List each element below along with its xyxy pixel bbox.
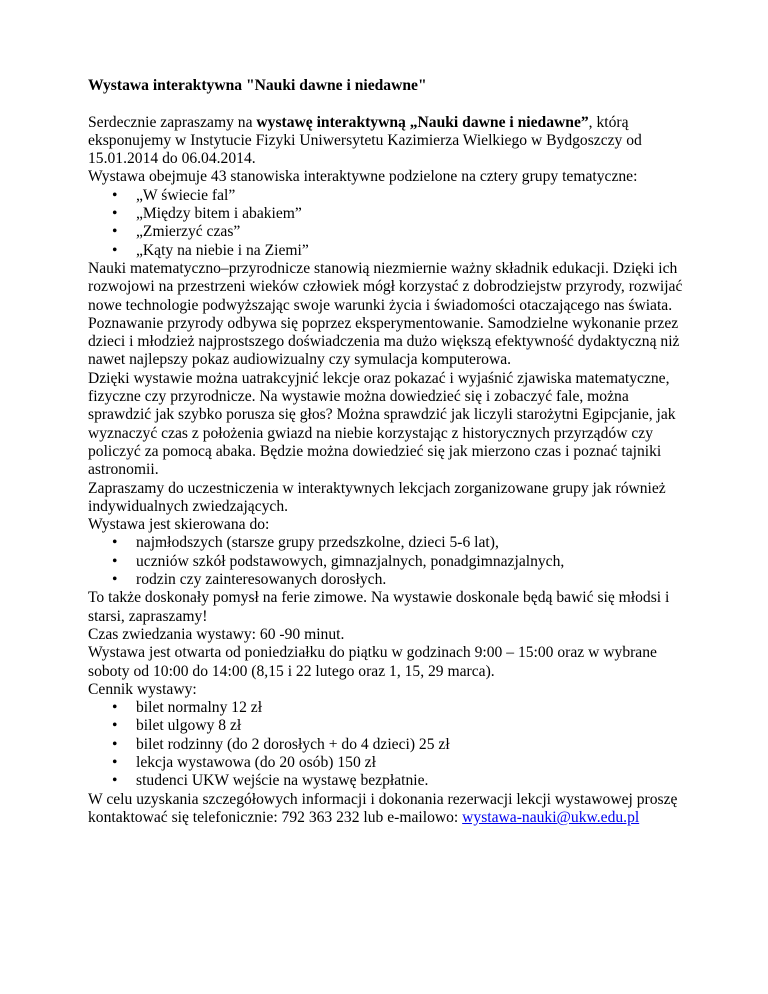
list-item xyxy=(112,772,688,790)
groups-intro: Wystawa obejmuje 43 stanowiska interaktywne podzielone na cztery grupy tematyczne: xyxy=(88,168,638,186)
intro-bold-title: wystawę interaktywną „Nauki dawne i niedawne” xyxy=(256,113,589,131)
list-item xyxy=(112,735,688,754)
prices-list xyxy=(88,699,688,790)
bullet-icon: • xyxy=(112,552,118,570)
exhibition-paragraph: Dzięki wystawie można uatrakcyjnić lekcje oraz pokazać i wyjaśnić zjawiska matematyczne, fizyczne czy przyrodnicze. Na wystawie można dowiedzieć się i zobaczyć fale, można sprawdzić jak szybko porusza się głos? Można sprawdzić jak liczyli starożytni Egipcjanie, jak wyznaczyć czas z położenia gwiazd na niebie korzystając z historycznych przyrządów czy policzyć za pomocą abaka. Będzie można dowiedzieć się jak mierzono czas i poznać tajniki astronomii. xyxy=(88,369,676,479)
audience-list xyxy=(88,534,688,589)
audience-label: uczniów szkół podstawowych, gimnazjalnych, ponadgimnazjalnych, xyxy=(136,552,565,570)
intro-text-after: , którą eksponujemy w Instytucie Fizyki Uniwersytetu Kazimierza Wielkiego w Bydgoszczy od 15.01.2014 do 06.04.2014. xyxy=(88,113,642,168)
list-item xyxy=(112,205,688,223)
list-item xyxy=(112,241,688,260)
list-item xyxy=(112,699,688,717)
list-item xyxy=(112,571,688,589)
bullet-icon: • xyxy=(112,699,118,717)
group-label: „W świecie fal” xyxy=(136,186,236,204)
list-item xyxy=(112,552,688,571)
price-label: studenci UKW wejście na wystawę bezpłatnie. xyxy=(136,772,429,790)
experiment-paragraph: Poznawanie przyrody odbywa się poprzez eksperymentowanie. Samodzielne wykonanie przez dzieci i młodzież najprostszego doświadczenia ma dużo większą efektywność dydaktyczną niż nawet najlepszy pokaz audiowizualny czy symulacja komputerowa. xyxy=(88,314,680,369)
groups-list xyxy=(88,187,688,260)
bullet-icon: • xyxy=(112,735,118,753)
bullet-icon: • xyxy=(112,571,118,589)
contact-email-link[interactable]: wystawa-nauki@ukw.edu.pl xyxy=(462,808,640,826)
duration-text: Czas zwiedzania wystawy: 60 -90 minut. xyxy=(88,625,345,643)
price-label: bilet rodzinny (do 2 dorosłych + do 4 dzieci) 25 zł xyxy=(136,735,450,753)
holiday-paragraph: To także doskonały pomysł na ferie zimowe. Na wystawie doskonale będą bawić się młodsi i starsi, zapraszamy! xyxy=(88,589,670,625)
prices-intro: Cennik wystawy: xyxy=(88,680,197,698)
list-item xyxy=(112,534,688,552)
intro-paragraph xyxy=(88,114,688,169)
hours-text: Wystawa jest otwarta od poniedziałku do piątku w godzinach 9:00 – 15:00 oraz w wybrane soboty od 10:00 do 14:00 (8,15 i 22 lutego oraz 1, 15, 29 marca). xyxy=(88,644,657,680)
price-label: bilet normalny 12 zł xyxy=(136,699,263,717)
bullet-icon: • xyxy=(112,223,118,241)
bullet-icon: • xyxy=(112,753,118,771)
bullet-icon: • xyxy=(112,534,118,552)
sciences-paragraph: Nauki matematyczno–przyrodnicze stanowią niezmiernie ważny składnik edukacji. Dzięki ich rozwojowi na przestrzeni wieków człowiek mógł korzystać z dobrodziejstw przyrody, rozwijać nowe technologie podwyższając swoje warunki życia i świadomości otaczającego nas świata. xyxy=(88,259,683,314)
list-item xyxy=(112,186,688,205)
bullet-icon: • xyxy=(112,241,118,259)
contact-text: W celu uzyskania szczegółowych informacji i dokonania rezerwacji lekcji wystawowej proszę kontaktować się telefonicznie: 792 363 232 lub e-mailowo: xyxy=(88,790,678,826)
bullet-icon: • xyxy=(112,186,118,204)
list-item xyxy=(112,717,688,735)
contact-paragraph xyxy=(88,791,688,828)
bullet-icon: • xyxy=(112,717,118,735)
price-label: lekcja wystawowa (do 20 osób) 150 zł xyxy=(136,753,376,771)
bullet-icon: • xyxy=(112,772,118,790)
group-label: „Między bitem i abakiem” xyxy=(136,205,302,223)
audience-intro: Wystawa jest skierowana do: xyxy=(88,516,270,534)
list-item xyxy=(112,223,688,241)
bullet-icon: • xyxy=(112,205,118,223)
document-title: Wystawa interaktywna "Nauki dawne i niedawne" xyxy=(88,77,427,94)
price-label: bilet ulgowy 8 zł xyxy=(136,717,242,735)
document-page xyxy=(88,77,688,827)
group-label: „Zmierzyć czas” xyxy=(136,223,241,241)
group-label: „Kąty na niebie i na Ziemi” xyxy=(136,241,309,259)
list-item xyxy=(112,753,688,772)
invite-paragraph: Zapraszamy do uczestniczenia w interaktywnych lekcjach zorganizowane grupy jak również indywidualnych zwiedzających. xyxy=(88,479,666,515)
audience-label: najmłodszych (starsze grupy przedszkolne, dzieci 5-6 lat), xyxy=(136,534,499,552)
audience-label: rodzin czy zainteresowanych dorosłych. xyxy=(136,571,387,589)
intro-text-before: Serdecznie zapraszamy na xyxy=(88,113,257,131)
